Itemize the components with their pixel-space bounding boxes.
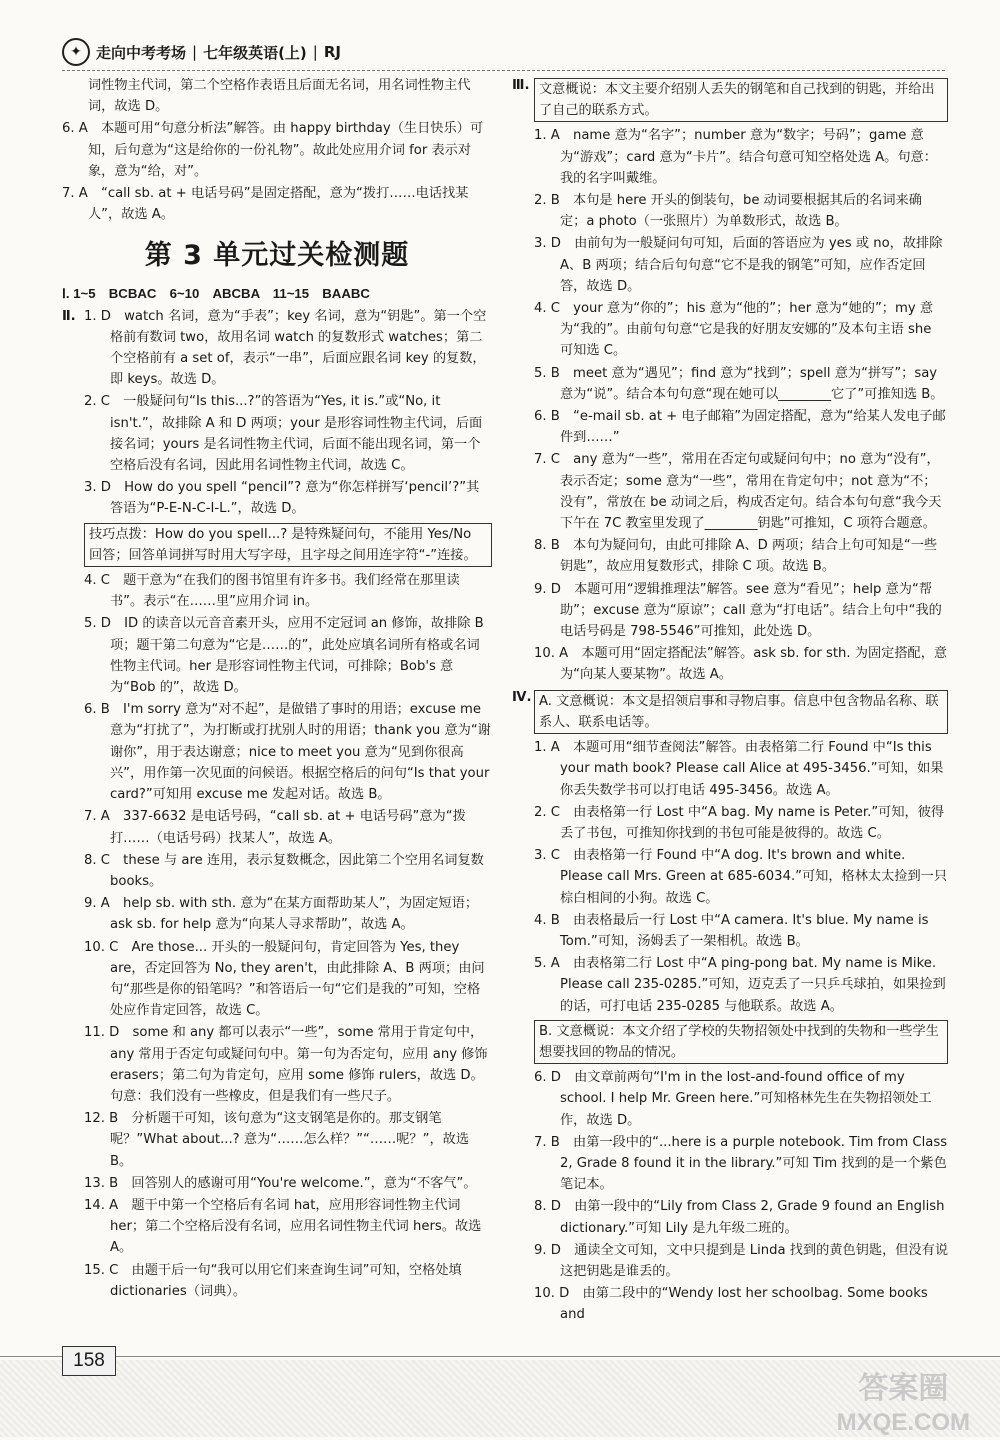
answer-item: 11. D some 和 any 都可以表示“一些”，some 常用于肯定句中，any 常用于否定句或疑问句中。第一句为否定句，应用 any 修饰 erasers；第二句为肯定句，应用 some 修饰 rulers，故选 D。句意：我们没有一些橡皮，但是我们有一些尺子。	[84, 1025, 488, 1104]
answer-item: 7. C any 意为“一些”，常用在否定句或疑问句中；no 意为“没有”，表示否定；some 意为“一些”，常用在肯定句中；not 意为“不；没有”，常放在 be 动词之后，构成否定句。结合本句句意“我今天下午在 7C 教室里发现了________钥匙”可推知，C 项符合题意。	[534, 452, 942, 532]
answer-item: 6. D 由文章前两句“I'm in the lost-and-found office of my school. I help Mr. Green here.”可知格林先生在失物招领处工作，故选 D。	[534, 1070, 932, 1128]
answer-item: 3. D 由前句为一般疑问句可知，后面的答语应为 yes 或 no，故排除 A、B 两项；结合后句句意“它不是我的钢笔”可知，应作否定回答，故选 D。	[534, 236, 943, 294]
answer-item: 6. B I'm sorry 意为“对不起”，是做错了事时的用语；excuse me 意为“打扰了”，为打断或打扰别人时的用语；thank you 意为“谢谢你”，用于表达谢意；nice to meet you 意为“见到你很高兴”，用作第一次见面的问候语。根据空格后的问句“Is that your card?”可知用 excuse me 发起对话。故选 B。	[84, 702, 491, 803]
answer-item: 9. D 通读全文可知，文中只提到是 Linda 找到的黄色钥匙，但没有说这把钥匙是谁丢的。	[534, 1242, 949, 1279]
answer-item: 1. A 本题可用“细节查阅法”解答。由表格第二行 Found 中“Is this your math book? Please call Alice at 495-3456.”可知，如果你丢失数学书可以打电话 495-3456。故选 A。	[534, 740, 944, 798]
answer-item: 13. B 回答别人的感谢可用“You're welcome.”，意为“不客气”。	[84, 1175, 477, 1191]
answer-item: 10. A 本题可用“固定搭配法”解答。ask sb. for sth. 为固定搭配，意为“向某人要某物”。故选 A。	[534, 646, 948, 683]
watermark-text: 答案圈	[858, 1372, 949, 1405]
tip-box: 技巧点拨：How do you spell...? 是特殊疑问句，不能用 Yes/No 回答；回答单词拼写时用大写字母，且字母之间用连字符“-”连接。	[84, 523, 492, 567]
brand-logo-icon: ✦	[62, 38, 90, 66]
unit-title: 第 3 单元过关检测题	[144, 240, 410, 272]
page-number: 158	[62, 1346, 116, 1376]
answer-item: 7. B 由第一段中的“...here is a purple notebook. Tim from Class 2, Grade 8 found it in the library.”可知 Tim 找到的是一个紫色笔记本。	[534, 1134, 948, 1193]
answer-item: 4. B 由表格最后一行 Lost 中“A camera. It's blue. My name is Tom.”可知，汤姆丢了一架相机。故选 B。	[534, 912, 929, 949]
brand-name: 走向中考考场	[96, 43, 187, 62]
edition-label: RJ	[323, 43, 341, 61]
answer-item: 5. A 由表格第二行 Lost 中“A ping-pong bat. My name is Mike. Please call 235-0285.”可知，迈克丢了一只乒乓球拍，如果捡到的话，可打电话 235-0285 与他联系。故选 A。	[534, 956, 946, 1014]
answer-item: 1. D watch 名词，意为“手表”；key 名词，意为“钥匙”。第一个空格前有数词 two，故用名词 watch 的复数形式 watches；第二个空格前有 a set of，表示“一串”，后面应跟名词 key 的复数，即 keys。故选 D。	[84, 308, 487, 388]
section-2-label: Ⅱ.	[62, 308, 76, 324]
answer-item: 10. C Are those... 开头的一般疑问句，肯定回答为 Yes, they are，否定回答为 No, they aren't，由此排除 A、B 两项；由问句“那些是你的铅笔吗？”和答语后一句“它们是我的”可知，空格处应作肯定回答，故选 C。	[84, 939, 485, 1019]
answer-item: 6. B “e-mail sb. at + 电子邮箱”为固定搭配，意为“给某人发电子邮件到……”	[534, 409, 946, 446]
answer-item: 6. A 本题可用“句意分析法”解答。由 happy birthday（生日快乐）可知，后句意为“这是给你的一份礼物”。故此处应用介词 for 表示对象，意为“给，对”。	[62, 121, 484, 179]
header-divider	[62, 70, 945, 71]
watermark-url: MXQE.COM	[836, 1409, 970, 1436]
section-3	[512, 75, 948, 687]
summary-box: A. 文意概说：本文是招领启事和寻物启事。信息中包含物品名称、联系人、联系电话等。	[534, 690, 948, 734]
answer-item: 4. C 题干意为“在我们的图书馆里有许多书。我们经常在那里读书”。表示“在……里”应用介词 in。	[84, 573, 460, 610]
answer-item: 12. B 分析题干可知，该句意为“这支钢笔是你的。那支钢笔呢？”What about...? 意为“……怎么样？”“……呢？”，故选 B。	[84, 1111, 470, 1169]
answer-item: 4. C your 意为“你的”；his 意为“他的”；her 意为“她的”；my 意为“我的”。由前句句意“它是我的好朋友安娜的”及本句主语 she 可知选 C。	[534, 301, 934, 359]
summary-box: B. 文意概说：本文介绍了学校的失物招领处中找到的失物和一些学生想要找回的物品的情况。	[534, 1020, 948, 1064]
answer-item: 5. D ID 的读音以元音音素开头，应用不定冠词 an 修饰，故排除 B 项；题干第二句意为“它是……的”，此处应填名词所有格或名词性物主代词。her 是形容词性物主代词，可排除；Bob's 意为“Bob 的”，故选 D。	[84, 616, 484, 696]
answer-item: 7. A 337-6632 是电话号码，“call sb. at + 电话号码”意为“拨打……（电话号码）找某人”，故选 A。	[84, 809, 466, 846]
answer-item: 14. A 题干中第一个空格后有名词 hat，应用形容词性物主代词 her；第二个空格后没有名词，应用名词性物主代词 hers。故选 A。	[84, 1197, 482, 1256]
section-4	[512, 687, 948, 1327]
subject-name: 七年级英语(上)	[203, 43, 307, 62]
answer-item: 2. C 由表格第一行 Lost 中“A bag. My name is Peter.”可知，彼得丢了书包，可推知你找到的书包可能是彼得的。故选 C。	[534, 804, 945, 841]
answer-item: 10. D 由第二段中的“Wendy lost her schoolbag. Some books and	[534, 1286, 928, 1323]
answer-item: 9. D 本题可用“逻辑推理法”解答。see 意为“看见”；help 意为“帮助”；excuse 意为“原谅”；call 意为“打电话”。结合上句中“我的电话号码是 798-5546”可推知，此处选 D。	[534, 581, 942, 640]
answer-item: 词性物主代词，第二个空格作表语且后面无名词，用名词性物主代词，故选 D。	[88, 78, 471, 115]
answer-item: 2. C 一般疑问句“Is this...?”的答语为“Yes, it is.”或“No, it isn't.”，故排除 A 和 D 两项；your 是形容词性物主代词，后面接名词；yours 是名词性物主代词，后面不能出现名词，第一个空格后没有名词，因此用名词性物主代词，故选 C。	[84, 394, 483, 474]
answer-item: 2. B 本句是 here 开头的倒装句，be 动词要根据其后的名词来确定；a photo（一张照片）为单数形式，故选 B。	[534, 193, 922, 230]
header-separator: |	[312, 43, 318, 61]
header-separator: |	[192, 43, 198, 61]
left-column	[62, 75, 492, 1303]
section-3-label: Ⅲ.	[512, 78, 530, 93]
answer-item: 1. A name 意为“名字”；number 意为“数字；号码”；game 意为“游戏”；card 意为“卡片”。结合句意可知空格处选 A。句意：我的名字叫戴维。	[534, 128, 937, 186]
footer-divider	[0, 1356, 1000, 1357]
section-4-label: Ⅳ.	[512, 689, 532, 705]
section-2	[62, 306, 492, 1303]
answer-item: 3. C 由表格第一行 Found 中“A dog. It's brown and white. Please call Mrs. Green at 685-6034.”可知，格林太太捡到一只棕白相间的小狗。故选 C。	[534, 848, 948, 906]
watermark-logo	[837, 1372, 970, 1440]
right-column	[512, 75, 948, 1327]
answer-item: 15. C 由题干后一句“我可以用它们来查询生词”可知，空格处填 dictionaries（词典）。	[84, 1262, 462, 1299]
answer-item: 8. D 由第一段中的“Lily from Class 2, Grade 9 found an English dictionary.”可知 Lily 是九年级二班的。	[534, 1199, 945, 1236]
answer-item: 9. A help sb. with sth. 意为“在某方面帮助某人”，为固定短语；ask sb. for help 意为“向某人寻求帮助”，故选 A。	[84, 896, 479, 933]
section-1-answers: Ⅰ. 1~5 BCBAC 6~10 ABCBA 11~15 BAABC	[62, 286, 370, 302]
answer-item: 8. B 本句为疑问句，由此可排除 A、D 两项；结合上句可知是“一些钥匙”，故应用复数形式，排除 C 项。故选 B。	[534, 538, 938, 575]
answer-item: 3. D How do you spell “pencil”? 意为“你怎样拼写‘pencil’?”其答语为“P-E-N-C-I-L.”，故选 D。	[84, 480, 480, 517]
page-header	[62, 38, 382, 66]
summary-box: 文意概说：本文主要介绍别人丢失的钢笔和自己找到的钥匙，并给出了自己的联系方式。	[534, 78, 948, 122]
answer-item: 7. A “call sb. at + 电话号码”是固定搭配，意为“拨打……电话找某人”，故选 A。	[62, 186, 469, 223]
answer-item: 5. B meet 意为“遇见”；find 意为“找到”；spell 意为“拼写”；say 意为“说”。结合本句句意“现在她可以________它了”可推知选 B。	[534, 365, 944, 402]
answer-item: 8. C these 与 are 连用，表示复数概念，因此第二个空用名词复数 books。	[84, 852, 484, 889]
